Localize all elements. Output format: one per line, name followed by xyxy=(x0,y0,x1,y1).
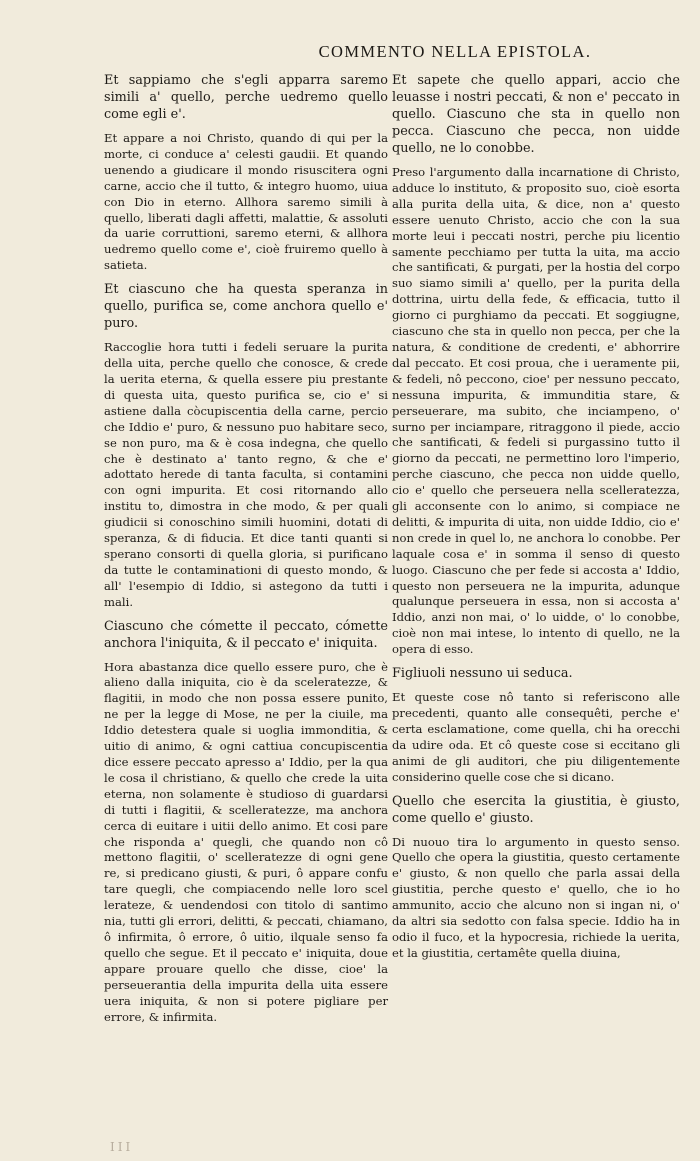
commentary-paragraph: Et queste cose nô tanto si referiscono alle precedenti, quanto alle consequêti, perche e' certa esclamatione, come quella, chi ha orecchi da udire oda. Et cô queste cose si eccitano gli animi de gli auditori, che piu diligentemente considerino quelle cose che si dicano. xyxy=(392,690,680,784)
scripture-lemma: Figliuoli nessuno ui seduca. xyxy=(392,666,573,682)
commentary-paragraph: Et appare a noi Christo, quando di qui per la morte, ci conduce a' celesti gaudii. Et quando uenendo a giudicare il mondo risuscitera ogni carne, accio che il tutto, & integro huomo, uiua con Dio in eterno. Allhora saremo simili à quello, liberati dagli affetti, malattie, & assoluti da uarie corruttioni, saremo eterni, & allhora uedremo quello come e', cioè fruiremo quello à satieta. xyxy=(104,131,388,273)
commentary-paragraph: Hora abastanza dice quello essere puro, che è alieno dalla iniquita, cio è da sceleratezze, & flagitii, in modo che non possa essere punito, ne per la legge di Mose, ne per la ciuile, ma Iddio detestera quale si uoglia immonditia, & uitio di animo, & ogni cattiua concupiscentia dice essere peccato apresso a' Iddio, per la qua le cosa il christiano, & quello che crede la uita eterna, non solamente è studioso di guardarsi di tutti i flagitii, & scelleratezze, ma anchora cerca di euitare i uitii dello animo. Et cosi pare che risponda a' quegli, che quando non cô mettono flagitii, o' scelleratezze di ogni gene re, si predicano giusti, & puri, ô appare confu tare quegli, che compiacendo nelle loro scel lerateze, & uendendosi con titolo di santimo nia, tutti gli errori, delitti, & peccati, chiamano, ô infirmita, ô errore, ô uitio, ilquale senso fa quello che segue. Et il peccato e' iniquita, doue appare prouare quello che disse, cioe' la perseuerantia della impurita della uita essere uera iniquita, & non si potere pigliare per errore, & infirmita. xyxy=(104,659,388,1024)
scripture-lemma: Ciascuno che cómette il peccato, cómette anchora l'iniquita, & il peccato e' iniquita. xyxy=(104,618,388,651)
commentary-paragraph: Preso l'argumento dalla incarnatione di Christo, adduce lo instituto, & proposito suo, cioè esorta alla purita della uita, & dice, non a' questo essere uenuto Christo, accio che con la sua morte leui i peccati nostri, perche piu licentio samente pecchiamo per tutta la uita, ma accio che santificati, & purgati, per la hostia del corpo suo siamo simili a' quello, per la purita della dottrina, uirtu della fede, & efficacia, tutto il giorno ci purghiamo da peccati. Et soggiugne, ciascuno che sta in quello non pecca, per che la natura, & conditione de credenti, e' abhorrire dal peccato. Et cosi proua, che i ueramente pii, & fedeli, nô peccono, cioe' per nessuno peccato, nessuna impurita, & immunditia stare, & perseuerare, ma subito, che inciampeno, o' surno per inciampare, ritraggono il piede, accio che santificati, & fedeli si purgassino tutto il giorno da peccati, ne permettino loro l'imperio, perche ciascuno, che pecca non uidde quello, cio e' quello che perseuera nella scelleratezza, gli acconsente con lo animo, si compiace ne delitti, & impurita di uita, non uidde Iddio, cio e' non crede in quel lo, ne anchora lo conobbe. Per laquale cosa e' in somma il senso di questo luogo. Ciascuno che per fede si accosta a' Iddio, questo non perseuera ne la impurita, adunque qualunque perseuera in essa, non si accosta a' Iddio, anzi non mai, o' lo uidde, o' lo conobbe, cioè non mai intese, lo intento di quello, ne la opera di esso. xyxy=(392,165,680,657)
scripture-lemma: Et ciascuno che ha questa speranza in quello, purifica se, come anchora quello e' puro. xyxy=(104,282,388,332)
scripture-lemma: Et sappiamo che s'egli apparra saremo simili a' quello, perche uedremo quello come egli e'. xyxy=(104,73,388,122)
commentary-paragraph: Di nuouo tira lo argumento in questo senso. Quello che opera la giustitia, questo certamente e' giusto, & non quello che parla assai della giustitia, perche questo e' quello, che io ho ammunito, accio che alcuno non si ingan ni, o' da altri sia sedotto con falsa specie. Iddio ha in odio il fuco, et la hypocresia, richiede la uerita, et la giustitia, certamête quella diuina, xyxy=(392,834,680,960)
scripture-lemma: Quello che esercita la giustitia, è giusto, come quello e' giusto. xyxy=(392,793,680,826)
left-column xyxy=(104,72,388,1032)
scripture-lemma: Et sapete che quello appari, accio che leuasse i nostri peccati, & non e' peccato in quello. Ciascuno che sta in quello non pecca. Ciascuno che pecca, non uidde quello, ne lo conobbe. xyxy=(392,73,680,156)
running-header: COMMENTO NELLA EPISTOLA. xyxy=(318,42,592,61)
signature-mark: III xyxy=(110,1140,134,1154)
commentary-paragraph: Raccoglie hora tutti i fedeli seruare la purita della uita, perche quello che conosce, & crede la uerita eterna, & quella essere piu prestante di questa uita, questo purifica se, cio e' si astiene dalla còcupiscentia della carne, percio che Iddio e' puro, & nessuno puo habitare seco, se non puro, ma & è cosa indegna, che quello che è destinato a' tanto regno, & che e' adottato herede di tanta faculta, si contamini con ogni impurita. Et cosi ritornando allo institu to, dimostra in che modo, & per quali giudicii si conoschino simili huomini, dotati di speranza, & di fiducia. Et dice tanti quanti si sperano consorti di quella gloria, si purificano da tutte le contaminationi di questo mondo, & all' l'esempio di Iddio, si astegono da tutti i mali. xyxy=(104,340,388,609)
right-column xyxy=(392,72,680,969)
